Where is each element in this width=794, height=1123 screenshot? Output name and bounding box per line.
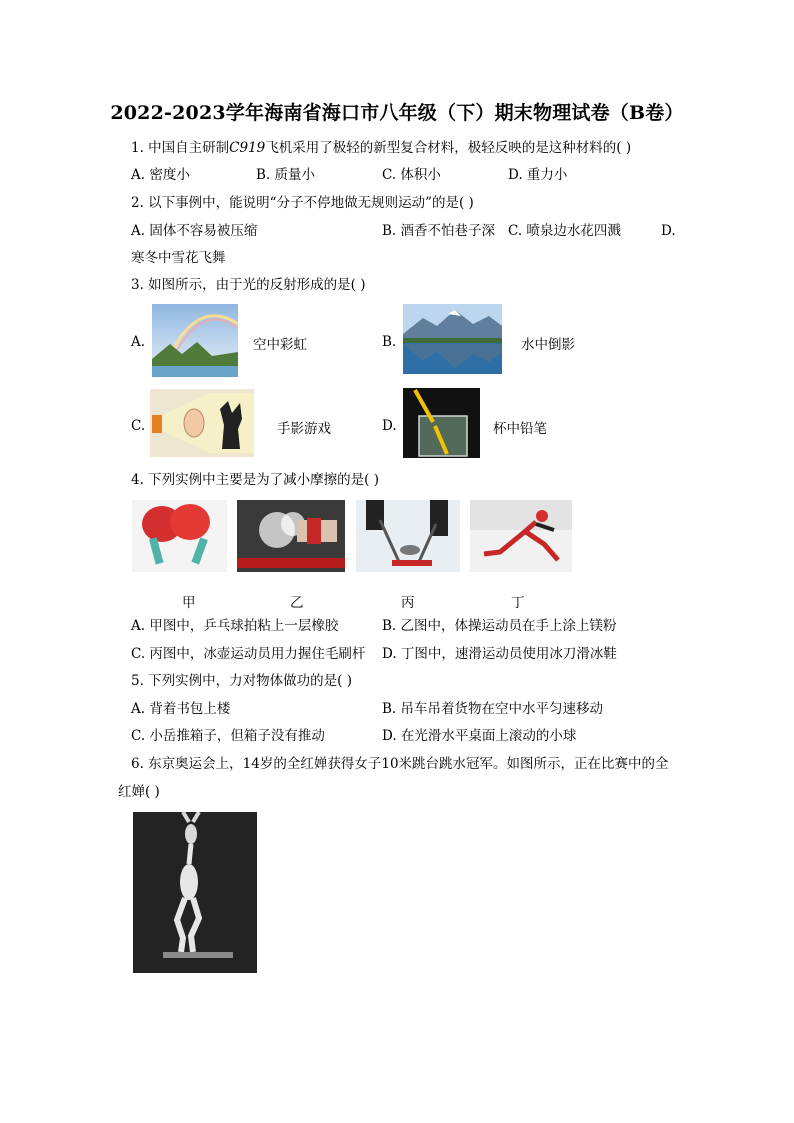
question-2-option-d-continued: 寒冬中雪花飞舞 <box>131 250 226 266</box>
question-1-option-d: D. 重力小 <box>508 167 568 183</box>
question-1-stem <box>131 139 631 157</box>
question-4-option-c: C. 丙图中，冰壶运动员用力握住毛刷杆 <box>131 646 366 662</box>
gymnast-chalk-hands-photo <box>237 500 345 572</box>
question-1-option-a: A. 密度小 <box>131 167 190 183</box>
water-reflection-photo <box>403 304 502 374</box>
question-2-stem: 2. 以下事例中，能说明“分子不停地做无规则运动”的是( ) <box>131 195 474 211</box>
question-5-option-b: B. 吊车吊着货物在空中水平匀速移动 <box>382 701 604 717</box>
question-3-stem: 3. 如图所示，由于光的反射形成的是( ) <box>131 277 366 293</box>
question-3-option-b-label: 水中倒影 <box>521 337 575 353</box>
question-2-option-a: A. 固体不容易被压缩 <box>131 223 258 239</box>
question-4-option-d: D. 丁图中，速滑运动员使用冰刀滑冰鞋 <box>382 646 617 662</box>
question-5-stem: 5. 下列实例中，力对物体做功的是( ) <box>131 673 352 689</box>
question-1-option-c: C. 体积小 <box>382 167 441 183</box>
diver-photo <box>133 812 257 973</box>
question-1-option-b: B. 质量小 <box>256 167 316 183</box>
question-4-option-b: B. 乙图中，体操运动员在手上涂上镁粉 <box>382 618 617 634</box>
question-3-option-b-letter: B. <box>382 334 397 350</box>
pencil-in-glass-photo <box>403 388 480 458</box>
page-title: 2022-2023学年海南省海口市八年级（下）期末物理试卷（B卷） <box>110 102 684 124</box>
question-6-stem-line-2: 红婵( ) <box>118 784 160 800</box>
question-6-stem-line-1: 6. 东京奥运会上，14岁的全红婵获得女子10米跳台跳水冠军。如图所示，正在比赛中的全 <box>131 756 669 772</box>
hand-shadow-photo <box>150 389 254 457</box>
question-1-stem-part-b: 飞机采用了极轻的新型复合材料，极轻反映的是这种材料的( ) <box>265 140 632 156</box>
question-4-caption-bing: 丙 <box>401 595 415 611</box>
speed-skater-photo <box>470 500 572 572</box>
question-1-stem-part-a: 1. 中国自主研制 <box>131 140 230 156</box>
question-3-option-c-letter: C. <box>131 418 146 434</box>
question-3-option-c-label: 手影游戏 <box>277 421 331 437</box>
question-5-option-a: A. 背着书包上楼 <box>131 701 231 717</box>
question-1-stem-variable: C919 <box>229 140 266 156</box>
question-3-option-a-label: 空中彩虹 <box>253 337 307 353</box>
curling-athletes-photo <box>356 500 460 572</box>
question-2-option-d: D. <box>661 223 676 239</box>
question-2-option-c: C. 喷泉边水花四溅 <box>508 223 621 239</box>
question-3-option-d-label: 杯中铅笔 <box>493 421 547 437</box>
question-4-caption-jia: 甲 <box>182 595 196 611</box>
question-3-option-a-letter: A. <box>131 334 146 350</box>
question-4-caption-ding: 丁 <box>511 595 525 611</box>
question-5-option-d: D. 在光滑水平桌面上滚动的小球 <box>382 728 577 744</box>
question-5-option-c: C. 小岳推箱子，但箱子没有推动 <box>131 728 325 744</box>
question-4-option-a: A. 甲图中，乒乓球拍粘上一层橡胶 <box>131 618 339 634</box>
question-4-stem: 4. 下列实例中主要是为了减小摩擦的是( ) <box>131 472 379 488</box>
ping-pong-paddles-photo <box>132 500 227 572</box>
question-2-option-b: B. 酒香不怕巷子深 <box>382 223 496 239</box>
rainbow-photo <box>152 304 238 377</box>
question-3-option-d-letter: D. <box>382 418 397 434</box>
question-4-caption-yi: 乙 <box>290 595 304 611</box>
